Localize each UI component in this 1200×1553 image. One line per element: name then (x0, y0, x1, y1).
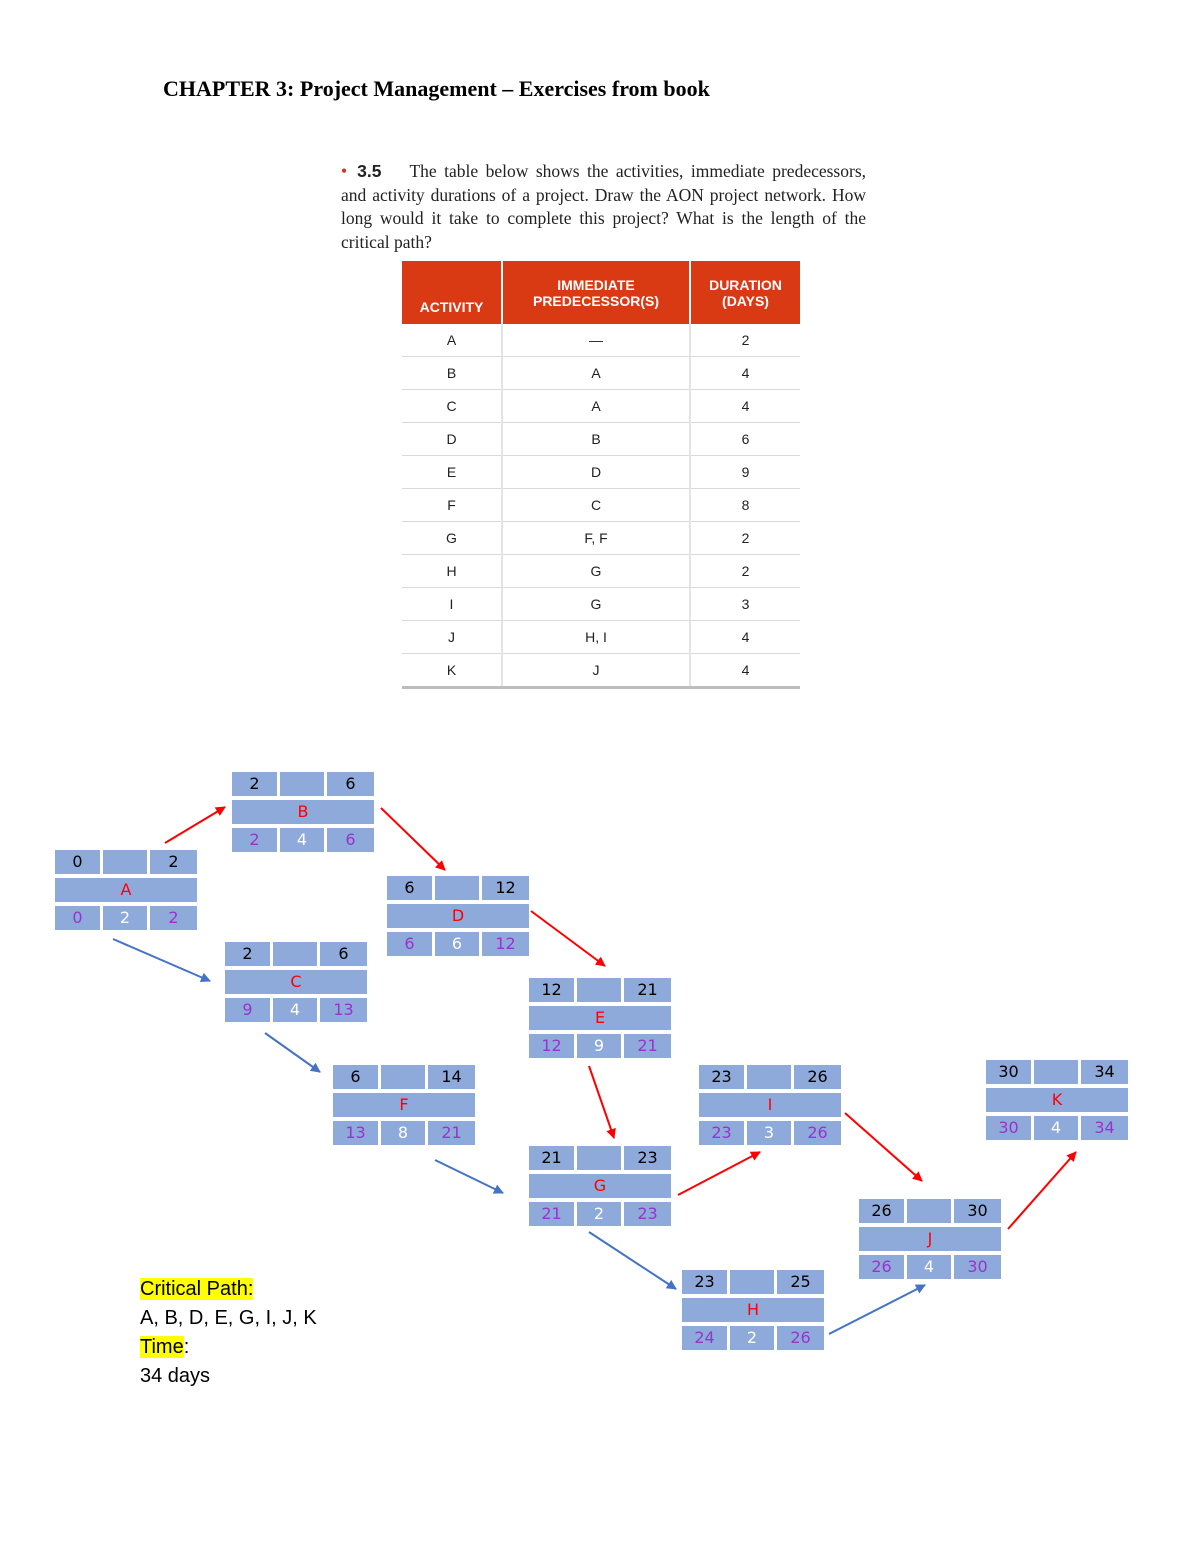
bullet-marker: • (341, 161, 348, 181)
page-title: CHAPTER 3: Project Management – Exercises from book (163, 76, 710, 101)
arrow-b-d (381, 808, 445, 870)
cell-predecessors: A (502, 390, 690, 423)
cell-activity: F (402, 489, 502, 522)
early-finish: 25 (777, 1270, 824, 1294)
cell-activity: A (402, 324, 502, 357)
top-middle (907, 1199, 951, 1223)
top-middle (273, 942, 317, 966)
arrow-j-k (1008, 1152, 1076, 1229)
duration: 4 (280, 828, 324, 852)
activity-name: D (387, 904, 529, 928)
arrow-a-b (165, 807, 225, 843)
arrow-e-g (589, 1066, 614, 1138)
time-value: 34 days (140, 1365, 211, 1387)
cell-duration: 3 (690, 588, 800, 621)
early-start: 26 (859, 1199, 904, 1223)
duration: 4 (1034, 1116, 1078, 1140)
late-finish: 12 (482, 932, 529, 956)
late-finish: 23 (624, 1202, 671, 1226)
duration: 2 (103, 906, 147, 930)
cell-predecessors: A (502, 357, 690, 390)
late-start: 24 (682, 1326, 727, 1350)
top-middle (103, 850, 147, 874)
cell-predecessors: J (502, 654, 690, 688)
top-middle (730, 1270, 774, 1294)
late-start: 13 (333, 1121, 378, 1145)
cell-activity: I (402, 588, 502, 621)
activity-name: K (986, 1088, 1128, 1112)
arrow-d-e (531, 911, 605, 966)
early-start: 2 (225, 942, 270, 966)
time-colon: : (183, 1336, 190, 1358)
cell-duration: 4 (690, 654, 800, 688)
late-start: 23 (699, 1121, 744, 1145)
cell-activity: J (402, 621, 502, 654)
late-finish: 13 (320, 998, 367, 1022)
late-start: 26 (859, 1255, 904, 1279)
node-e (529, 978, 671, 1055)
late-start: 21 (529, 1202, 574, 1226)
arrow-g-h (589, 1232, 676, 1289)
node-k (986, 1060, 1128, 1137)
arrow-g-i (678, 1152, 760, 1195)
node-f (333, 1065, 475, 1142)
late-start: 0 (55, 906, 100, 930)
cell-activity: B (402, 357, 502, 390)
cell-predecessors: F, F (502, 522, 690, 555)
early-start: 0 (55, 850, 100, 874)
duration: 4 (907, 1255, 951, 1279)
activity-name: C (225, 970, 367, 994)
activity-name: J (859, 1227, 1001, 1251)
cell-predecessors: G (502, 588, 690, 621)
late-finish: 26 (777, 1326, 824, 1350)
cell-duration: 4 (690, 357, 800, 390)
early-finish: 2 (150, 850, 197, 874)
duration: 8 (381, 1121, 425, 1145)
node-a (55, 850, 197, 927)
time-label: Time (140, 1336, 184, 1358)
early-start: 23 (699, 1065, 744, 1089)
duration: 4 (273, 998, 317, 1022)
early-start: 23 (682, 1270, 727, 1294)
header-duration: DURATION (DAYS) (690, 261, 800, 324)
cell-activity: C (402, 390, 502, 423)
cell-activity: K (402, 654, 502, 688)
node-i (699, 1065, 841, 1142)
arrow-f-g (435, 1160, 503, 1193)
cell-activity: H (402, 555, 502, 588)
top-middle (577, 1146, 621, 1170)
cell-predecessors: — (502, 324, 690, 357)
early-start: 2 (232, 772, 277, 796)
top-middle (381, 1065, 425, 1089)
late-start: 9 (225, 998, 270, 1022)
solution-summary (140, 1275, 317, 1391)
cell-predecessors: G (502, 555, 690, 588)
early-start: 21 (529, 1146, 574, 1170)
top-middle (747, 1065, 791, 1089)
activity-name: F (333, 1093, 475, 1117)
duration: 3 (747, 1121, 791, 1145)
node-d (387, 876, 529, 953)
duration: 2 (730, 1326, 774, 1350)
arrow-c-f (265, 1033, 320, 1072)
duration: 6 (435, 932, 479, 956)
cell-duration: 2 (690, 522, 800, 555)
cell-predecessors: D (502, 456, 690, 489)
early-start: 6 (387, 876, 432, 900)
critical-path-label: Critical Path: (140, 1278, 254, 1300)
cell-duration: 8 (690, 489, 800, 522)
early-finish: 21 (624, 978, 671, 1002)
early-finish: 6 (327, 772, 374, 796)
cell-duration: 6 (690, 423, 800, 456)
activity-name: B (232, 800, 374, 824)
cell-predecessors: C (502, 489, 690, 522)
early-start: 12 (529, 978, 574, 1002)
cell-predecessors: H, I (502, 621, 690, 654)
top-middle (280, 772, 324, 796)
cell-duration: 4 (690, 621, 800, 654)
cell-duration: 9 (690, 456, 800, 489)
cell-duration: 4 (690, 390, 800, 423)
early-start: 6 (333, 1065, 378, 1089)
critical-path-value: A, B, D, E, G, I, J, K (140, 1307, 317, 1329)
header-predecessors: IMMEDIATE PREDECESSOR(S) (502, 261, 690, 324)
problem-text: The table below shows the activities, immediate predecessors, and activity durations of a project. Draw the AON project network. How long would it take to complete this project? What is the length of the critical path? (341, 161, 866, 252)
late-finish: 2 (150, 906, 197, 930)
late-finish: 34 (1081, 1116, 1128, 1140)
duration: 2 (577, 1202, 621, 1226)
cell-duration: 2 (690, 555, 800, 588)
late-start: 2 (232, 828, 277, 852)
arrow-a-c (113, 939, 210, 981)
early-finish: 34 (1081, 1060, 1128, 1084)
early-finish: 14 (428, 1065, 475, 1089)
late-start: 30 (986, 1116, 1031, 1140)
node-h (682, 1270, 824, 1347)
early-finish: 30 (954, 1199, 1001, 1223)
problem-number: 3.5 (357, 161, 382, 181)
early-finish: 6 (320, 942, 367, 966)
late-finish: 6 (327, 828, 374, 852)
arrow-i-j (845, 1113, 922, 1181)
early-finish: 23 (624, 1146, 671, 1170)
early-finish: 26 (794, 1065, 841, 1089)
header-activity: ACTIVITY (402, 261, 502, 324)
node-j (859, 1199, 1001, 1276)
top-middle (1034, 1060, 1078, 1084)
node-g (529, 1146, 671, 1223)
duration: 9 (577, 1034, 621, 1058)
early-start: 30 (986, 1060, 1031, 1084)
cell-duration: 2 (690, 324, 800, 357)
top-middle (577, 978, 621, 1002)
cell-activity: G (402, 522, 502, 555)
node-c (225, 942, 367, 1019)
late-finish: 26 (794, 1121, 841, 1145)
node-b (232, 772, 374, 849)
activity-name: H (682, 1298, 824, 1322)
late-finish: 21 (624, 1034, 671, 1058)
early-finish: 12 (482, 876, 529, 900)
activity-name: A (55, 878, 197, 902)
cell-predecessors: B (502, 423, 690, 456)
late-finish: 21 (428, 1121, 475, 1145)
arrow-h-j (829, 1285, 925, 1334)
late-start: 6 (387, 932, 432, 956)
late-finish: 30 (954, 1255, 1001, 1279)
late-start: 12 (529, 1034, 574, 1058)
cell-activity: E (402, 456, 502, 489)
cell-activity: D (402, 423, 502, 456)
activity-name: E (529, 1006, 671, 1030)
activity-name: I (699, 1093, 841, 1117)
top-middle (435, 876, 479, 900)
activity-name: G (529, 1174, 671, 1198)
